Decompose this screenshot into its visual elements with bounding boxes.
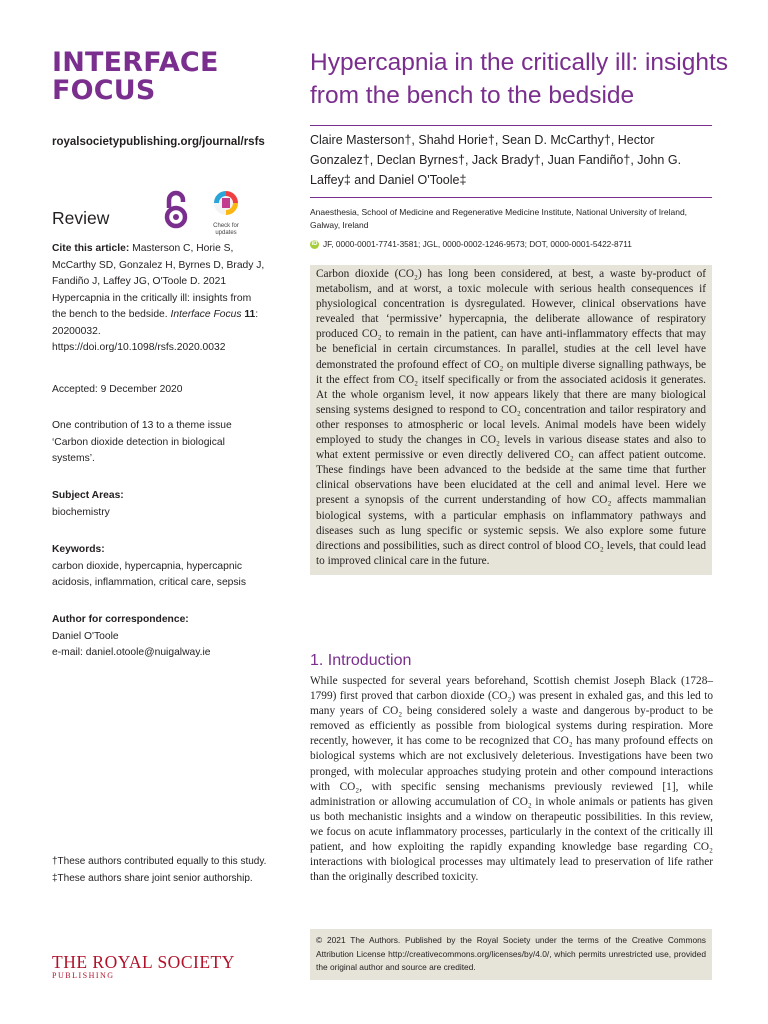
journal-name-line1: INTERFACE — [52, 47, 219, 78]
subject-areas-value: biochemistry — [52, 506, 110, 518]
orcid-ids[interactable]: JF, 0000-0001-7741-3581; JGL, 0000-0002-1246-9573; DOT, 0000-0001-5422-8711 — [323, 239, 632, 249]
author-list: Claire Masterson†, Shahd Horie†, Sean D. McCarthy†, Hector Gonzalez†, Declan Byrnes†, Jack Brady†, Juan Fandiño†, John G. Laffey‡ and Daniel O'Toole‡ — [310, 133, 682, 187]
affiliation: Anaesthesia, School of Medicine and Regenerative Medicine Institute, National University of Ireland, Galway, Ireland — [310, 207, 688, 230]
correspondence-name: Daniel O'Toole — [52, 630, 119, 642]
keywords-label: Keywords: — [52, 544, 105, 555]
cite-label: Cite this article: — [52, 243, 130, 254]
article-title: Hypercapnia in the critically ill: insights from the bench to the bedside — [310, 49, 729, 109]
footnotes — [52, 853, 267, 887]
orcid-line — [310, 239, 730, 249]
correspondence-email[interactable]: e-mail: daniel.otoole@nuigalway.ie — [52, 647, 211, 658]
license-box: © 2021 The Authors. Published by the Royal Society under the terms of the Creative Commons Attribution License http://creativecommons.org/licenses/by/4.0/, which permits unrestricted use, provided the original author and source are credited. — [310, 929, 712, 980]
introduction-text: While suspected for several years beforehand, Scottish chemist Joseph Black (1728–1799) first proved that carbon dioxide (CO₂) was present in exhaled gas, and this led to many years of CO₂ being considered solely a waste and dangerous by-product to be removed as efficiently as possible from biological systems during respiration. More recently, however, it has come to be recognized that CO₂ has many profound effects on biological systems which are not exclusively deleterious. Investigations have been two pronged, with molecular approaches studying protein and other compound interactions with CO₂, with specific sensing mechanisms previously reviewed [1], while administration or allowing accumulation of CO₂ in whole animals or patients has given us both mechanistic insights and a window on therapeutic possibilities. In this review, we focus on acute inflammatory processes, particularly in the context of the critically ill patient, and how exploiting the rapidly expanding knowledge base regarding CO₂ interactions with biological processes may ultimately lead to preservation of life rather than the originally described toxicity. — [310, 675, 713, 884]
check-for-updates-badge[interactable] — [208, 190, 244, 236]
article-type: Review — [52, 208, 110, 228]
orcid-icon: iD — [311, 241, 318, 247]
keywords-value: carbon dioxide, hypercapnia, hypercapnic acidosis, inflammation, critical care, sepsis — [52, 560, 246, 588]
section-heading: 1. Introduction — [310, 652, 412, 669]
royal-society-logo — [52, 952, 252, 980]
journal-name-line2: FOCUS — [52, 75, 156, 106]
subject-areas — [52, 488, 267, 521]
publisher-name: THE ROYAL SOCIETY — [52, 952, 235, 972]
cite-journal: Interface Focus — [170, 309, 242, 320]
cite-doi[interactable]: https://doi.org/10.1098/rsfs.2020.0032 — [52, 342, 226, 353]
footnote-dagger: †These authors contributed equally to this study. — [52, 856, 267, 867]
check-for-updates-label: Check for updates — [213, 223, 239, 236]
cite-block — [52, 241, 267, 357]
abstract-box: Carbon dioxide (CO₂) has long been considered, at best, a waste by-product of metabolism, and at worst, a toxic molecule with serious health consequences if physiological concentration is dysregulated. However, clinical observations have revealed that ‘permissive’ hypercapnia, the deliberate allowance of respiratory produced CO₂ to remain in the patient, can have anti-inflammatory effects that may be beneficial in certain circumstances. In parallel, studies at the cell level have demonstrated the profound effect of CO₂ on multiple diverse signalling pathways, be it the effect from CO₂ itself specifically or from the associated acidosis it generates. At the whole organism level, it now appears likely that there are many biological sensing systems designed to respond to CO₂ concentration and tailor respiratory and other responses to atmospheric or local levels. Animal models have been widely employed to study the changes in CO₂ levels in various disease states and also to what extent permissive or even directly delivered CO₂ can affect patient outcome. These findings have been advanced to the bedside at the same time that further clinical observations have been elucidated at the cell and animal level. Here we present a synopsis of the current understanding of how CO₂ affects mammalian biological systems, with a particular emphasis on inflammatory pathways and diseases such as lung specific or systemic sepsis. We also explore some future directions and possibilities, such as direct control of blood CO₂ levels, that could lead to improved clinical care in the future. — [310, 265, 712, 575]
accepted-date: Accepted: 9 December 2020 — [52, 384, 183, 395]
footnote-double-dagger: ‡These authors share joint senior authorship. — [52, 873, 253, 884]
journal-logo — [52, 49, 252, 105]
open-access-icon — [163, 190, 189, 230]
check-for-updates-icon — [208, 190, 244, 218]
cite-text: Masterson C, Horie S, McCarthy SD, Gonzalez H, Byrnes D, Brady J, Fandiño J, Laffey JG, O'Toole D. 2021 Hypercapnia in the critically ill: insights from the bench to the bedside. — [52, 243, 265, 320]
cite-volume: 11 — [244, 309, 256, 320]
cite-pages: : 20200032. — [52, 309, 259, 337]
keywords — [52, 542, 267, 592]
publisher-sub: PUBLISHING — [52, 971, 115, 980]
title-rule — [310, 125, 712, 126]
theme-issue-note: One contribution of 13 to a theme issue ‘Carbon dioxide detection in biological systems’. — [52, 420, 232, 464]
authors-rule — [310, 197, 712, 198]
correspondence-label: Author for correspondence: — [52, 614, 189, 625]
journal-url[interactable]: royalsocietypublishing.org/journal/rsfs — [52, 136, 265, 148]
subject-areas-label: Subject Areas: — [52, 490, 124, 501]
correspondence — [52, 612, 267, 662]
